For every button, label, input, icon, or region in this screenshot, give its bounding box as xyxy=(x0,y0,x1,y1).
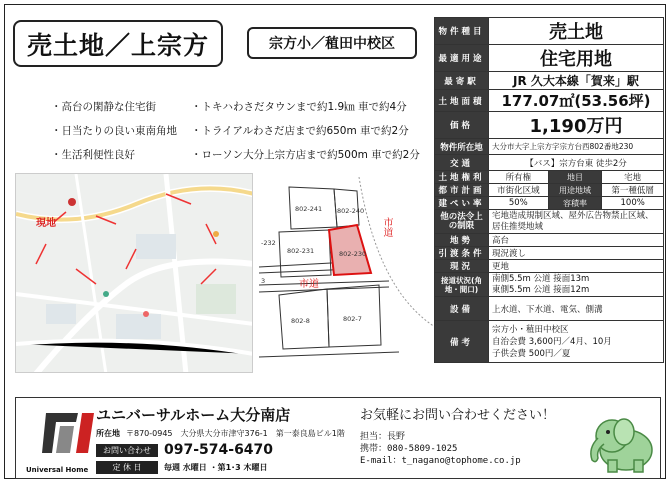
contact-person: 担当：長野 xyxy=(360,432,406,442)
spec-table xyxy=(434,17,664,363)
contact-email[interactable]: E-mail：t_nagano@tophome.co.jp xyxy=(360,456,521,466)
label-transport: 交通 xyxy=(435,155,489,171)
feature-5: ・生活利便性良好 xyxy=(51,149,135,161)
holiday: 毎週 水曜日 ・第1･3 木曜日 xyxy=(164,463,268,472)
road-label-east: 市道 xyxy=(381,217,392,237)
label-current: 現況 xyxy=(435,260,489,273)
contact-info xyxy=(360,404,590,467)
land-area: 177.07㎡(53.56坪) xyxy=(489,90,664,112)
flyer-page xyxy=(4,4,666,479)
lot-label: 802-241 xyxy=(295,205,323,213)
property-type: 売土地 xyxy=(489,18,664,45)
city-plan: 市街化区域 xyxy=(489,184,549,197)
zoning: 第一種低層 xyxy=(602,184,664,197)
label-access: 接道状況(角地・間口) xyxy=(435,273,489,297)
company-info xyxy=(96,404,345,474)
address: 大分市大字上宗方字宗方台西802番地230 xyxy=(489,139,664,155)
coverage: 50% xyxy=(489,197,549,210)
label-property-type: 物件種目 xyxy=(435,18,489,45)
company-logo xyxy=(26,408,98,478)
nearest-station: JR 久大本線「賀来」駅 xyxy=(489,72,664,90)
feature-6: ・ローソン大分上宗方店まで約500m 車で約2分 xyxy=(191,149,420,161)
feature-3: ・日当たりの良い東南角地 xyxy=(51,125,177,137)
terrain: 高台 xyxy=(489,234,664,247)
access-east: 東側5.5m 公道 接面12m xyxy=(492,284,590,295)
delivery: 現況渡し xyxy=(489,247,664,260)
label-land-area: 土地面積 xyxy=(435,90,489,112)
spec-table-wrap xyxy=(434,17,664,363)
label-zoning: 用途地域 xyxy=(548,184,602,197)
other-law: 宅地造成規制区域、屋外広告物禁止区域、居住推奨地域 xyxy=(489,210,664,234)
label-best-use: 最適用途 xyxy=(435,45,489,72)
footer-banner xyxy=(15,397,661,479)
label-floor-ratio: 容積率 xyxy=(548,197,602,210)
lot-label: -232 xyxy=(261,239,276,247)
lot-label: 3 xyxy=(261,277,266,285)
land-category: 宅地 xyxy=(602,171,664,184)
label-land-right: 土地権利 xyxy=(435,171,489,184)
feature-1: ・高台の閑静な住宅街 xyxy=(51,101,156,113)
feature-4: ・トライアルわさだ店まで約650m 車で約2分 xyxy=(191,125,409,137)
area-map xyxy=(15,173,253,373)
label-other-law: 他の法令上の制限 xyxy=(435,210,489,234)
phone-label: お問い合わせ xyxy=(96,444,158,457)
access-south: 南側5.5m 公道 接面13m xyxy=(492,273,590,284)
road-label: 市道 xyxy=(299,279,319,290)
best-use: 住宅用地 xyxy=(489,45,664,72)
note-line: 子供会費 500円／夏 xyxy=(492,348,571,359)
label-station: 最寄駅 xyxy=(435,72,489,90)
maps-area xyxy=(15,173,437,381)
transport: 【バス】宗方台東 徒歩2分 xyxy=(489,155,664,171)
label-city-plan: 都市計画 xyxy=(435,184,489,197)
feature-2: ・トキハわさだタウンまで約1.9㎞ 車で約4分 xyxy=(191,101,407,113)
label-coverage: 建ぺい率 xyxy=(435,197,489,210)
note-line: 自治会費 3,600円／4月、10月 xyxy=(492,336,612,347)
school-district: 宗方小／稙田中校区 xyxy=(247,27,417,59)
land-right: 所有権 xyxy=(489,171,549,184)
current-status: 更地 xyxy=(489,260,664,273)
label-address: 物件所在地 xyxy=(435,139,489,155)
lot-label: 802-231 xyxy=(287,247,315,255)
label-land-category: 地目 xyxy=(548,171,602,184)
contact-heading: お気軽にお問い合わせください！ xyxy=(360,408,556,423)
company-address: 〒870-0945 大分県大分市津守376-1 第一泰良島ビル1階 xyxy=(126,429,345,438)
label-facilities: 設備 xyxy=(435,297,489,321)
elephant-mascot-icon xyxy=(584,408,658,478)
price: 1,190万円 xyxy=(489,112,664,139)
plot-map xyxy=(259,177,435,377)
contact-mobile[interactable]: 携帯：080-5809-1025 xyxy=(360,444,458,454)
page-title: 売土地／上宗方 xyxy=(13,20,223,67)
facilities: 上水道、下水道、電気、側溝 xyxy=(489,297,664,321)
company-name: ユニバーサルホーム大分南店 xyxy=(96,406,291,424)
lot-label: 802-7 xyxy=(343,315,362,323)
site-marker-label: 現地 xyxy=(36,218,56,229)
company-phone[interactable]: 097-574-6470 xyxy=(164,442,274,458)
label-terrain: 地勢 xyxy=(435,234,489,247)
lot-label: 802-240 xyxy=(337,207,365,215)
label-delivery: 引渡条件 xyxy=(435,247,489,260)
lot-label: 802-8 xyxy=(291,317,310,325)
label-price: 価格 xyxy=(435,112,489,139)
label-notes: 備考 xyxy=(435,321,489,363)
logo-text: Universal Home xyxy=(26,466,89,474)
floor-ratio: 100% xyxy=(602,197,664,210)
lot-label-highlighted: 802-230 xyxy=(339,250,367,258)
address-label: 所在地 xyxy=(96,429,120,438)
holiday-label: 定 休 日 xyxy=(96,461,158,474)
note-line: 宗方小・稙田中校区 xyxy=(492,324,569,335)
